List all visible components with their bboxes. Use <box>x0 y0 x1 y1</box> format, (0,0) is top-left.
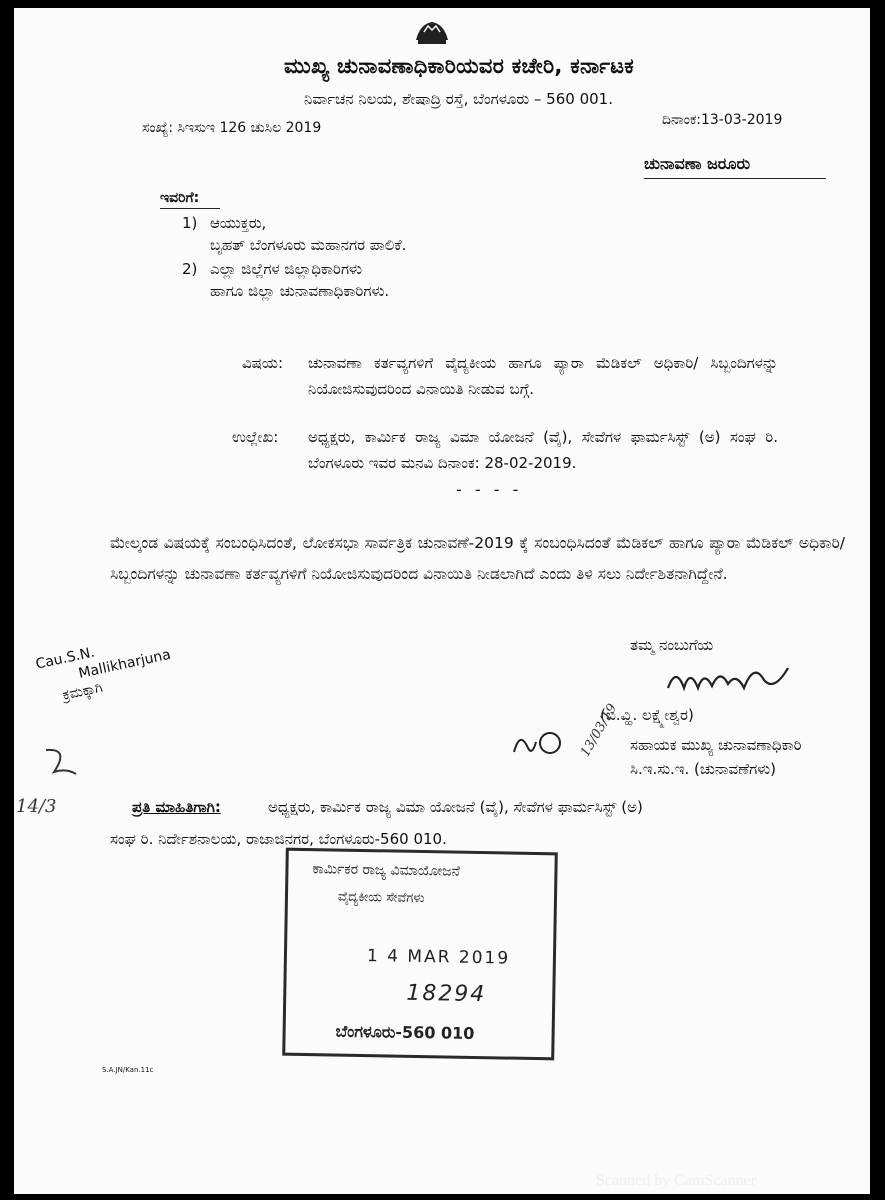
to-label: ಇವರಿಗೆ: <box>160 190 200 206</box>
signature-scribble-icon <box>664 658 804 702</box>
footer-code: S.A.JN/Kan.11c <box>102 1066 154 1074</box>
recipient-1-line2: ಬೃಹತ್ ಬೆಂಗಳೂರು ಮಹಾನಗರ ಪಾಲಿಕೆ. <box>210 236 407 254</box>
margin-scribble-icon <box>40 744 80 778</box>
reference-text: ಅಧ್ಯಕ್ಷರು, ಕಾರ್ಮಿಕ ರಾಜ್ಯ ವಿಮಾ ಯೋಜನೆ (ವೈ), ಸೇವೆಗಳ ಫಾರ್ಮಸಿಸ್ಟ್ (ಅ) ಸಂಘ ರಿ. ಬೆಂಗಳೂರು ಇವರ ಮನವಿ ದಿನಾಂಕ: 28-02-2019. <box>308 428 778 472</box>
signature-closing: ತಮ್ಮ ನಂಬುಗೆಯ <box>630 636 714 654</box>
separator: - - - - <box>456 480 523 499</box>
reference-number: ಸಂಖ್ಯೆ: ಸಿಇಸುಇ 126 ಚುಸಿಲ 2019 <box>142 120 322 136</box>
urgent-underline <box>644 178 826 179</box>
scanner-watermark: Scanned by CamScanner <box>596 1172 756 1189</box>
initials-mark-icon <box>510 726 562 760</box>
recipient-2-number: 2) <box>182 260 198 278</box>
copy-to-text-line2: ಸಂಘ ರಿ. ನಿರ್ದೇಶನಾಲಯ, ರಾಜಾಜಿನಗರ, ಬೆಂಗಳೂರು-560 010. <box>110 830 447 848</box>
recipient-2-line1: ಎಲ್ಲಾ ಜಿಲ್ಲೆಗಳ ಜಿಲ್ಲಾಧಿಕಾರಿಗಳು <box>210 260 362 278</box>
stamp-place: ಬೆಂಗಳೂರು-560 010 <box>335 1021 475 1043</box>
state-emblem-icon <box>412 18 452 50</box>
stamp-line1: ಕಾರ್ಮಿಕರ ರಾಜ್ಯ ವಿಮಾಯೋಜನೆ <box>312 861 461 880</box>
copy-to-label: ಪ್ರತಿ ಮಾಹಿತಿಗಾಗಿ: <box>132 798 221 816</box>
office-name: ಮುಖ್ಯ ಚುನಾವಣಾಧಿಕಾರಿಯವರ ಕಚೇರಿ, ಕರ್ನಾಟಕ <box>284 54 635 78</box>
stamp-line2: ವೈದ್ಯಕೀಯ ಸೇವೆಗಳು <box>337 889 425 907</box>
letter-page <box>14 8 870 1194</box>
recipient-1-number: 1) <box>182 214 198 232</box>
signatory-office: ಸಿ.ಇ.ಸು.ಇ. (ಚುನಾವಣೆಗಳು) <box>630 760 776 778</box>
stamp-number: 18294 <box>406 980 487 1008</box>
recipient-2-line2: ಹಾಗೂ ಜಿಲ್ಲಾ ಚುನಾವಣಾಧಿಕಾರಿಗಳು. <box>210 282 390 300</box>
body-paragraph: ಮೇಲ್ಕಂಡ ವಿಷಯಕ್ಕೆ ಸಂಬಂಧಿಸಿದಂತೆ, ಲೋಕಸಭಾ ಸಾರ್ವತ್ರಿಕ ಚುನಾವಣೆ-2019 ಕ್ಕೆ ಸಂಬಂಧಿಸಿದಂತೆ ಮೆಡಿಕಲ್ ಹಾಗೂ ಪ್ಯಾರಾ ಮೆಡಿಕಲ್ ಅಧಿಕಾರಿ/ ಸಿಬ್ಬಂದಿಗಳನ್ನು ಚುನಾವಣಾ ಕರ್ತವ್ಯಗಳಿಗೆ ನಿಯೋಜಿಸುವುದರಿಂದ ವಿನಾಯಿತಿ ನೀಡಲಾಗಿದೆ ಎಂದು ತಿಳಿ ಸಲು ನಿರ್ದೇಶಿತನಾಗಿದ್ದೇನೆ. <box>110 534 845 583</box>
initial-date-handwriting: 13/03/19 <box>578 701 621 760</box>
received-stamp <box>282 848 558 1061</box>
margin-date-handwriting: 14/3 <box>16 796 57 817</box>
recipient-1-line1: ಆಯುಕ್ತರು, <box>210 214 267 232</box>
subject-label: ವಿಷಯ: <box>242 354 283 372</box>
subject-text: ಚುನಾವಣಾ ಕರ್ತವ್ಯಗಳಿಗೆ ವೈದ್ಯಕೀಯ ಹಾಗೂ ಪ್ಯಾರಾ ಮೆಡಿಕಲ್ ಅಧಿಕಾರಿ/ ಸಿಬ್ಬಂದಿಗಳನ್ನು ನಿಯೋಜಿಸುವುದರಿಂದ ವಿನಾಯಿತಿ ನೀಡುವ ಬಗ್ಗೆ. <box>308 354 778 398</box>
signatory-designation: ಸಹಾಯಕ ಮುಖ್ಯ ಚುನಾವಣಾಧಿಕಾರಿ <box>630 736 802 754</box>
copy-to-text-line1: ಅಧ್ಯಕ್ಷರು, ಕಾರ್ಮಿಕ ರಾಜ್ಯ ವಿಮಾ ಯೋಜನೆ (ವೈ), ಸೇವೆಗಳ ಫಾರ್ಮಸಿಸ್ಟ್ (ಅ) <box>268 798 643 816</box>
letter-date: ದಿನಾಂಕ:13-03-2019 <box>662 112 783 128</box>
office-address: ನಿರ್ವಾಚನ ನಿಲಯ, ಶೇಷಾದ್ರಿ ರಸ್ತೆ, ಬೆಂಗಳೂರು – 560 001. <box>304 90 613 108</box>
stamp-date: 1 4 MAR 2019 <box>366 946 511 969</box>
to-underline <box>160 208 220 209</box>
margin-handwritten-note: Cau.S.N. Mallikharjuna ಕ್ರಮಕ್ಕಾಗಿ <box>34 644 173 704</box>
reference-label: ಉಲ್ಲೇಖ: <box>232 428 279 446</box>
urgent-label: ಚುನಾವಣಾ ಜರೂರು <box>644 154 751 173</box>
signatory-name: (ಬಿ.ವ್ಹಿ. ಲಕ್ಷ್ಮೇಶ್ವರ) <box>600 706 694 724</box>
